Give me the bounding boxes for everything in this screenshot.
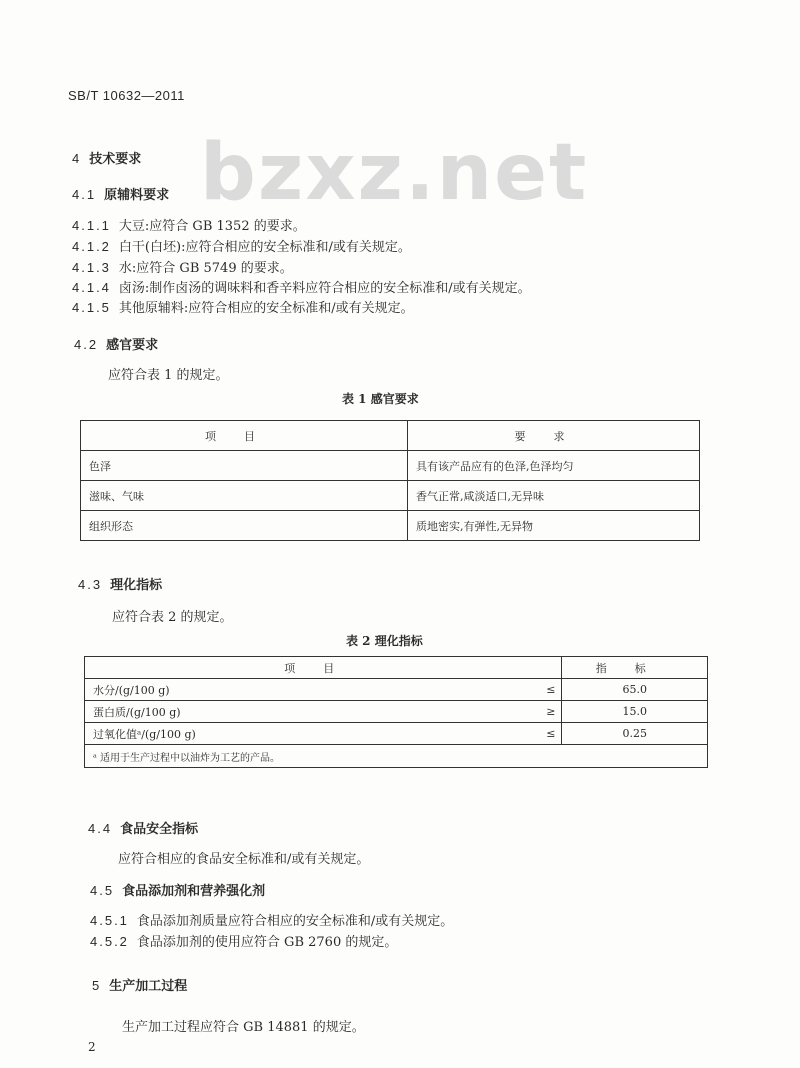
table-footnote: ᵃ 适用于生产过程中以油炸为工艺的产品。	[85, 745, 708, 768]
section-title: 原辅料要求	[104, 188, 170, 203]
clause-number: 4.1.3	[72, 260, 111, 275]
section-4-3-heading	[78, 574, 162, 593]
section-4-3-text: 应符合表 2 的规定。	[112, 610, 233, 625]
clause-4-1-3	[72, 257, 293, 276]
section-number: 4.5	[90, 883, 115, 898]
section-title: 理化指标	[110, 578, 163, 593]
section-number: 5	[92, 978, 102, 993]
table-cell: 过氧化值ᵃ/(g/100 g)	[85, 723, 518, 745]
clause-number: 4.5.2	[90, 934, 129, 949]
table-row	[81, 451, 700, 481]
clause-text: 水:应符合 GB 5749 的要求。	[118, 261, 293, 276]
clause-number: 4.1.1	[72, 218, 111, 233]
section-number: 4.2	[74, 337, 99, 352]
table-1-caption: 表 1 感官要求	[342, 392, 419, 406]
table-row	[85, 701, 708, 723]
section-4-heading	[72, 148, 141, 167]
clause-number: 4.5.1	[90, 913, 129, 928]
page-number: 2	[88, 1040, 96, 1054]
table-cell: 组织形态	[81, 511, 408, 541]
comparison-symbol: ≤	[517, 723, 562, 745]
section-4-1-heading	[72, 184, 169, 203]
table-cell: 滋味、气味	[81, 481, 408, 511]
section-title: 感官要求	[106, 338, 159, 353]
clause-text: 白干(白坯):应符合相应的安全标准和/或有关规定。	[118, 240, 411, 255]
clause-4-1-1	[72, 215, 306, 234]
table-row	[85, 723, 708, 745]
table-cell: 15.0	[562, 701, 708, 723]
section-5-text: 生产加工过程应符合 GB 14881 的规定。	[122, 1020, 365, 1035]
section-number: 4	[72, 151, 82, 166]
column-header: 指标	[562, 657, 708, 679]
clause-4-1-5	[72, 297, 414, 316]
table-cell: 水分/(g/100 g)	[85, 679, 518, 701]
column-header: 项目	[85, 657, 562, 679]
table-cell: 蛋白质/(g/100 g)	[85, 701, 518, 723]
table-cell: 质地密实,有弹性,无异物	[408, 511, 700, 541]
column-header: 项目	[81, 421, 408, 451]
clause-number: 4.1.5	[72, 300, 111, 315]
section-title: 食品添加剂和营养强化剂	[122, 884, 266, 899]
section-5-heading	[92, 975, 187, 994]
section-number: 4.1	[72, 187, 97, 202]
clause-text: 食品添加剂质量应符合相应的安全标准和/或有关规定。	[136, 914, 454, 929]
clause-text: 卤汤:制作卤汤的调味料和香辛料应符合相应的安全标准和/或有关规定。	[118, 281, 531, 296]
column-header: 要求	[408, 421, 700, 451]
clause-number: 4.1.2	[72, 239, 111, 254]
table-2	[84, 656, 708, 768]
table-cell: 具有该产品应有的色泽,色泽均匀	[408, 451, 700, 481]
table-header-row	[85, 657, 708, 679]
section-number: 4.3	[78, 577, 103, 592]
table-cell: 65.0	[562, 679, 708, 701]
table-row	[81, 511, 700, 541]
table-1	[80, 420, 700, 541]
section-4-2-text: 应符合表 1 的规定。	[108, 368, 229, 383]
watermark: bzxz.net	[200, 128, 589, 218]
table-cell: 香气正常,咸淡适口,无异味	[408, 481, 700, 511]
section-4-2-heading	[74, 334, 158, 353]
section-4-4-text: 应符合相应的食品安全标准和/或有关规定。	[118, 852, 370, 867]
section-title: 技术要求	[89, 152, 142, 167]
section-title: 生产加工过程	[109, 979, 188, 994]
comparison-symbol: ≥	[517, 701, 562, 723]
section-4-5-heading	[90, 880, 265, 899]
table-footnote-row	[85, 745, 708, 768]
table-cell: 色泽	[81, 451, 408, 481]
clause-4-1-4	[72, 277, 531, 296]
clause-text: 其他原辅料:应符合相应的安全标准和/或有关规定。	[118, 301, 414, 316]
table-row	[85, 679, 708, 701]
table-2-caption: 表 2 理化指标	[346, 634, 423, 648]
clause-4-5-1	[90, 910, 453, 929]
document-header: SB/T 10632—2011	[68, 88, 185, 103]
clause-text: 食品添加剂的使用应符合 GB 2760 的规定。	[136, 935, 398, 950]
clause-4-1-2	[72, 236, 411, 255]
comparison-symbol: ≤	[517, 679, 562, 701]
section-title: 食品安全指标	[120, 822, 199, 837]
clause-text: 大豆:应符合 GB 1352 的要求。	[118, 219, 306, 234]
section-4-4-heading	[88, 818, 198, 837]
table-header-row	[81, 421, 700, 451]
clause-number: 4.1.4	[72, 280, 111, 295]
clause-4-5-2	[90, 931, 397, 950]
table-row	[81, 481, 700, 511]
section-number: 4.4	[88, 821, 113, 836]
table-cell: 0.25	[562, 723, 708, 745]
